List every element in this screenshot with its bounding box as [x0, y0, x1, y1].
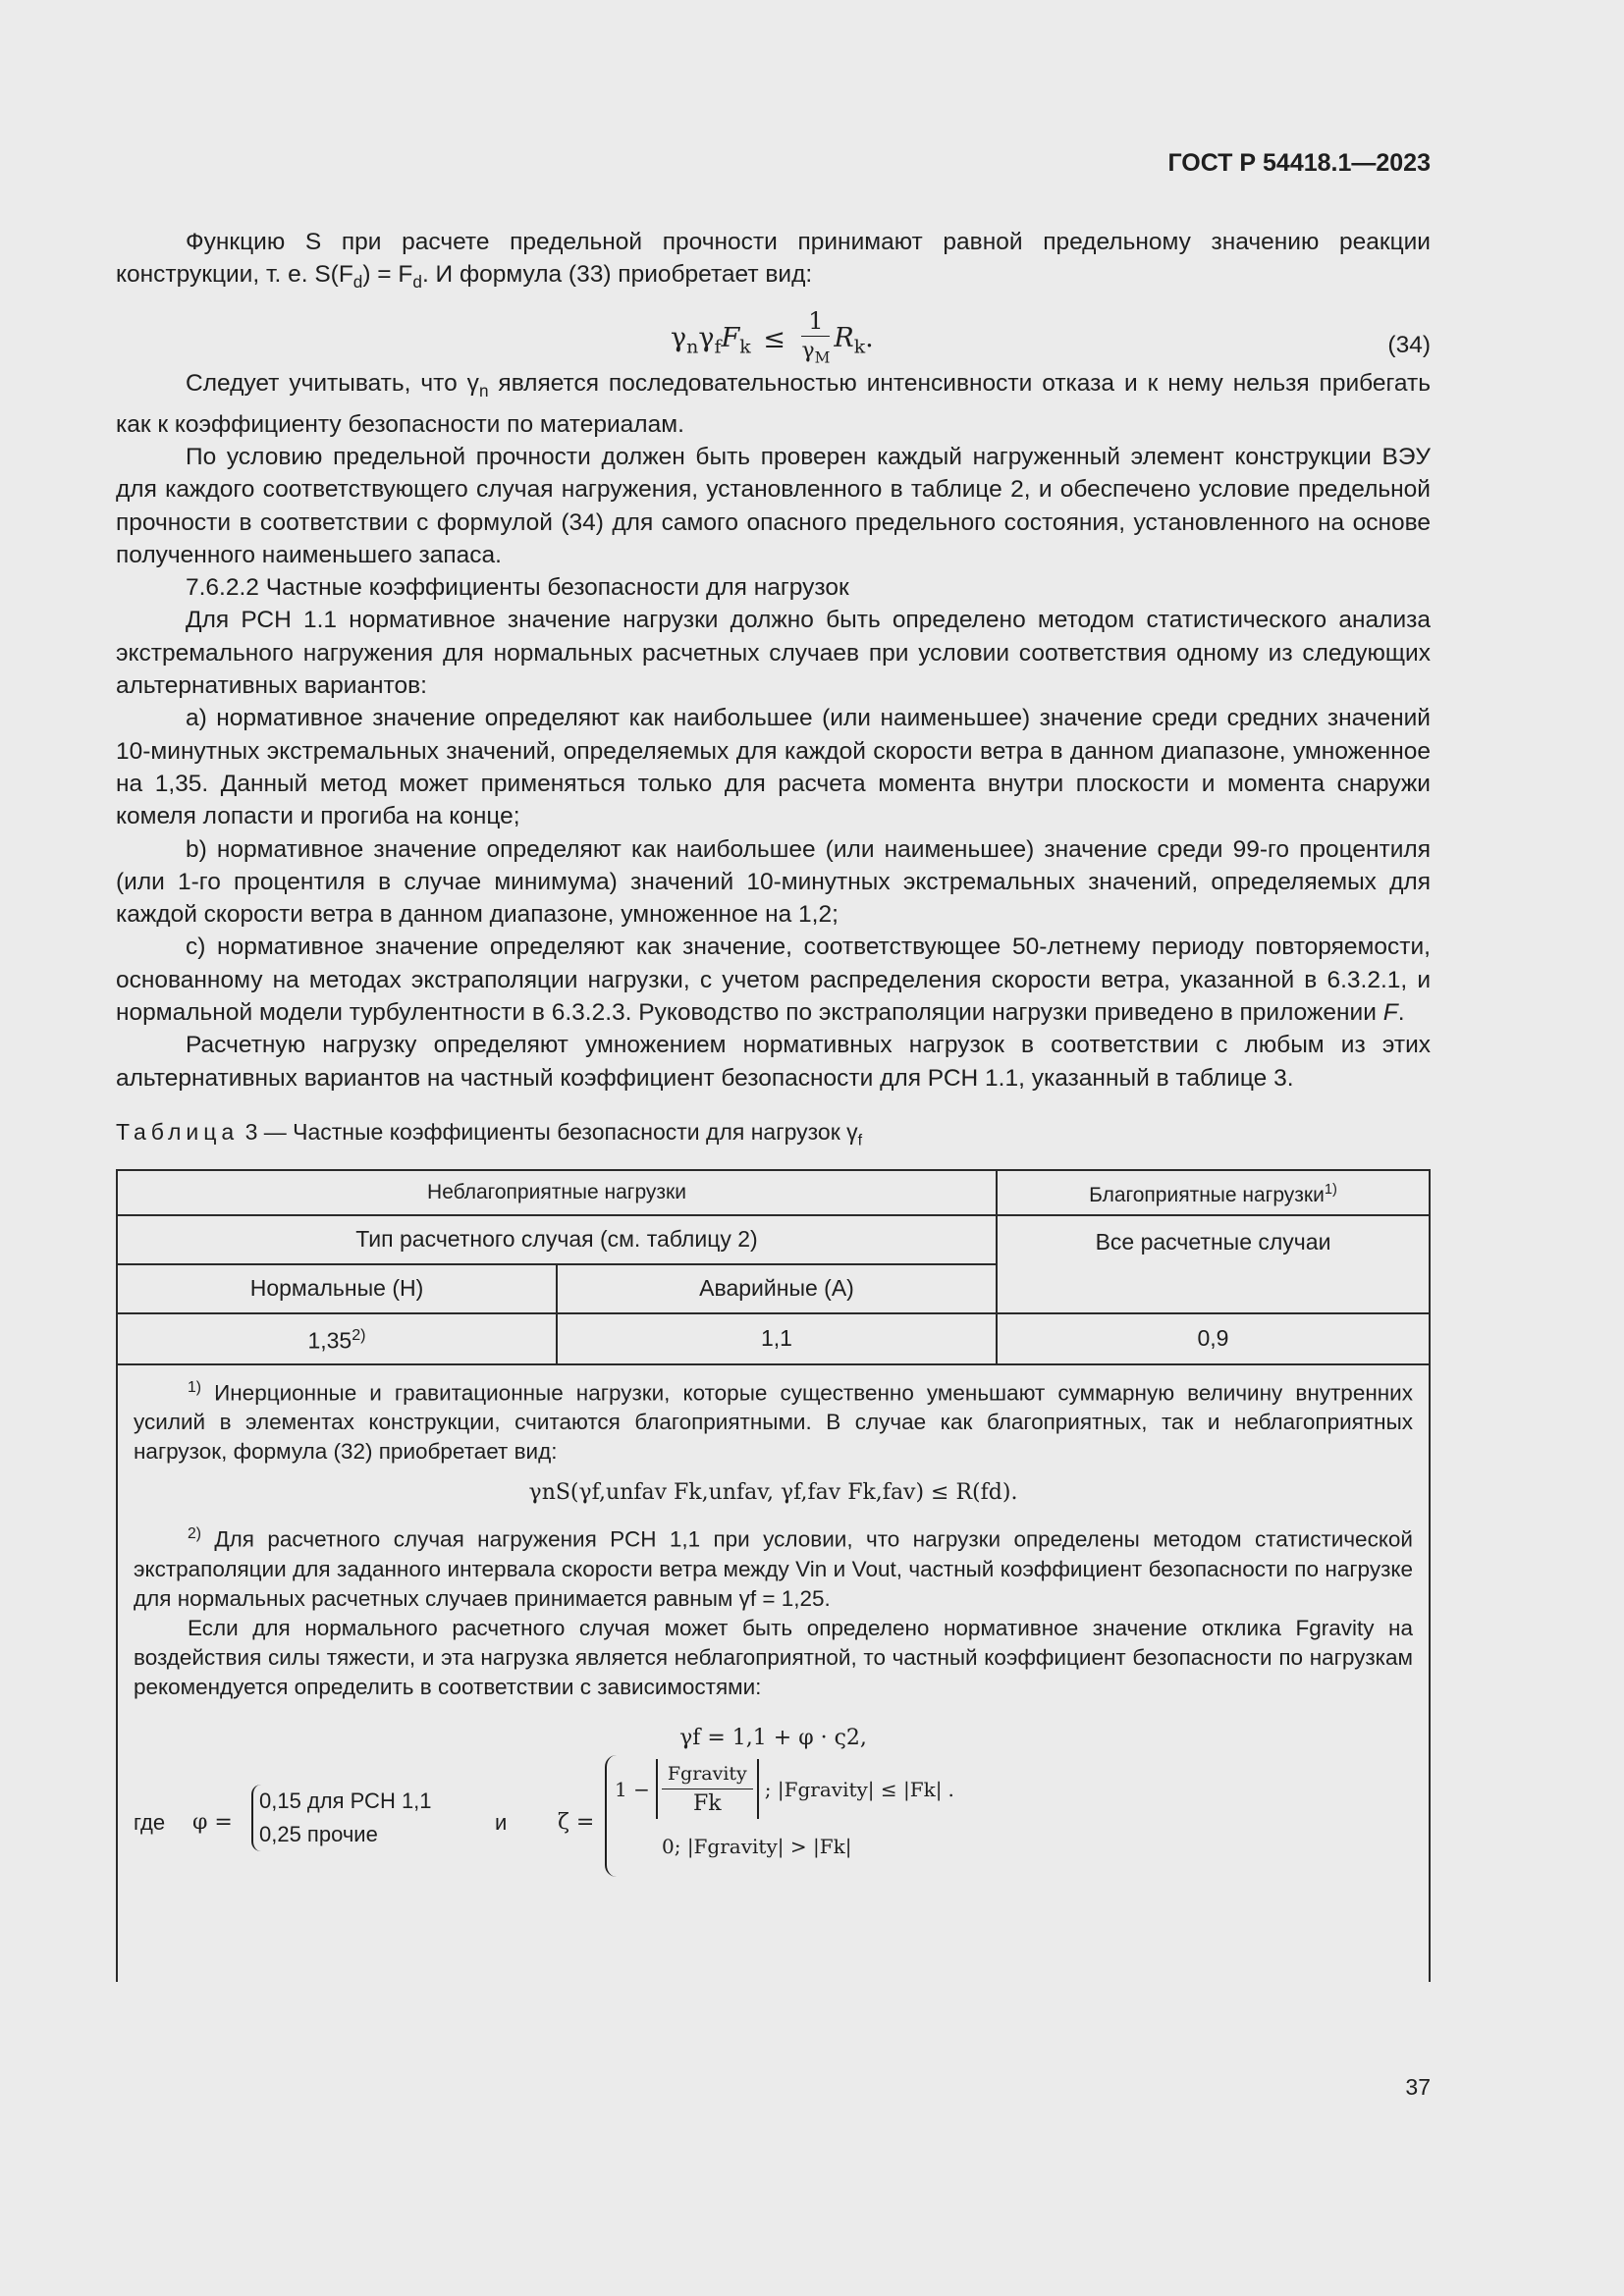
list-item-c: c) нормативное значение определяют как значение, соответствующее 50-летнему периоду повторяемости, основанному на методах экстраполяции нагрузки, с учетом распределения скорости ветра, указанной в 6.3.2.1, и нормальной модели турбулентности в 6.3.2.3. Руководство по экстраполяции нагрузки приведено в приложении F. — [116, 934, 1431, 1027]
formula-34-number-label: (34) — [1387, 332, 1431, 358]
section-heading-7-6-2-2: 7.6.2.2 Частные коэффициенты безопасности для нагрузок — [186, 574, 849, 602]
formula-34 — [116, 298, 1431, 367]
formula-34-expression: $\gamma_n\gamma_fF_k$ ≤ $\frac{1}{\gamma_M}$ $R_k$. — [671, 306, 874, 372]
table-note-2-gravity: Если для нормального расчетного случая может быть определено нормативное значение отклика Fgravity на воздействия силы тяжести, и эта нагрузка является неблагоприятной, то частный коэффициент безопасности по нагрузкам рекомендуется определить в соответствии с зависимостями: — [134, 1615, 1413, 1699]
header-design-case-type: Тип расчетного случая (см. таблицу 2) — [117, 1215, 997, 1264]
table-3-caption: Таблица 3 — Частные коэффициенты безопасности для нагрузок $\gamma_f$ — [116, 1118, 863, 1149]
header-emergency: Аварийные (А) — [557, 1264, 997, 1313]
header-favourable-loads: Благоприятные нагрузки$^{1)}$ — [997, 1170, 1430, 1215]
formula-phi-zeta: где φ = 0,15 для РСН 1,1 0,25 прочие и ζ = 1 − $\frac{\text{Fgravity}}{Fk}$ ; |Fgravity| ≤ |Fk| . 0; |Fgravity| > |Fk| — [134, 1767, 1413, 1885]
zeta-cases: 1 − $\frac{\text{Fgravity}}{Fk}$ ; |Fgravity| ≤ |Fk| . 0; |Fgravity| > |Fk| — [605, 1755, 954, 1877]
header-normal: Нормальные (Н) — [117, 1264, 557, 1313]
document-body — [116, 226, 1431, 1982]
list-item-a: а) нормативное значение определяют как наибольшее (или наименьшее) значение среди средних значений 10-минутных экстремальных значений, определяемых для каждой скорости ветра в данном диапазоне, умноженное на 1,35. Данный метод может применяться только для расчета момента внутри плоскости и момента снаружи комеля лопасти и прогиба на конце; — [116, 705, 1431, 830]
table-3 — [116, 1169, 1431, 1365]
document-standard-header: ГОСТ Р 54418.1—2023 — [1167, 149, 1431, 177]
formula-gamma-f: γf = 1,1 + φ · ς2, — [679, 1725, 867, 1750]
header-unfavourable-loads: Неблагоприятные нагрузки — [117, 1170, 997, 1215]
formula-32-variant: γnS(γf,unfav Fk,unfav, γf,fav Fk,fav) ≤ R(fd). — [528, 1480, 1018, 1506]
list-item-b: b) нормативное значение определяют как наибольшее (или наименьшее) значение среди 99-го процентиля (или 1-го процентиля в случае минимума) значений 10-минутных экстремальных значений, определяемых для каждой скорости ветра в данном диапазоне, умноженное на 1,2; — [116, 835, 1431, 929]
paragraph-design-load: Расчетную нагрузку определяют умножением нормативных нагрузок в соответствии с любым из этих альтернативных вариантов на частный коэффициент безопасности для РСН 1.1, указанный в таблице 3. — [116, 1032, 1431, 1092]
phi-cases: 0,15 для РСН 1,1 0,25 прочие — [251, 1785, 432, 1851]
paragraph-function-s: Функцию S при расчете предельной прочности принимают равной предельному значению реакции конструкции, т. е. $S(F_d) = F_d$. И формула (33) приобретает вид: — [116, 229, 1431, 293]
formula-34-fraction: $\frac{1}{\gamma_M}$ — [801, 307, 831, 367]
value-favourable: 0,9 — [997, 1313, 1430, 1364]
paragraph-ultimate-strength: По условию предельной прочности должен быть проверен каждый нагруженный элемент конструкции ВЭУ для каждого соответствующего случая нагружения, установленного в таблице 2, и обеспечено условие предельной прочности в соответствии с формулой (34) для самого опасного предельного состояния, установленного на основе полученного наименьшего запаса. — [116, 443, 1431, 568]
value-normal: 1,35$^{2)}$ — [117, 1313, 557, 1364]
table-note-2: $^{2)}$ Для расчетного случая нагружения РСН 1,1 при условии, что нагрузки определены методом статистической экстраполяции для заданного интервала скорости ветра между Vin и Vout, частный коэффициент безопасности по нагрузке для нормальных расчетных случаев принимается равным γf = 1,25. — [134, 1525, 1413, 1611]
paragraph-gamma-n: Следует учитывать, что $\gamma_n$ является последовательностью интенсивности отказа и к нему нельзя прибегать как к коэффициенту безопасности по материалам. — [116, 370, 1431, 438]
table-note-1: $^{1)}$ Инерционные и гравитационные нагрузки, которые существенно уменьшают суммарную величину внутренних усилий в элементах конструкции, считаются благоприятными. В случае как благоприятных, так и неблагоприятных нагрузок, формула (32) приобретает вид: — [134, 1378, 1413, 1465]
header-all-design-cases: Все расчетные случаи — [997, 1215, 1430, 1313]
value-emergency: 1,1 — [557, 1313, 997, 1364]
paragraph-rsn-1-1: Для РСН 1.1 нормативное значение нагрузки должно быть определено методом статистического анализа экстремального нагружения для нормальных расчетных случаев при условии соответствия одному из следующих альтернативных вариантов: — [116, 607, 1431, 700]
table-3-notes — [116, 1365, 1431, 1982]
page-number: 37 — [1405, 2074, 1431, 2100]
